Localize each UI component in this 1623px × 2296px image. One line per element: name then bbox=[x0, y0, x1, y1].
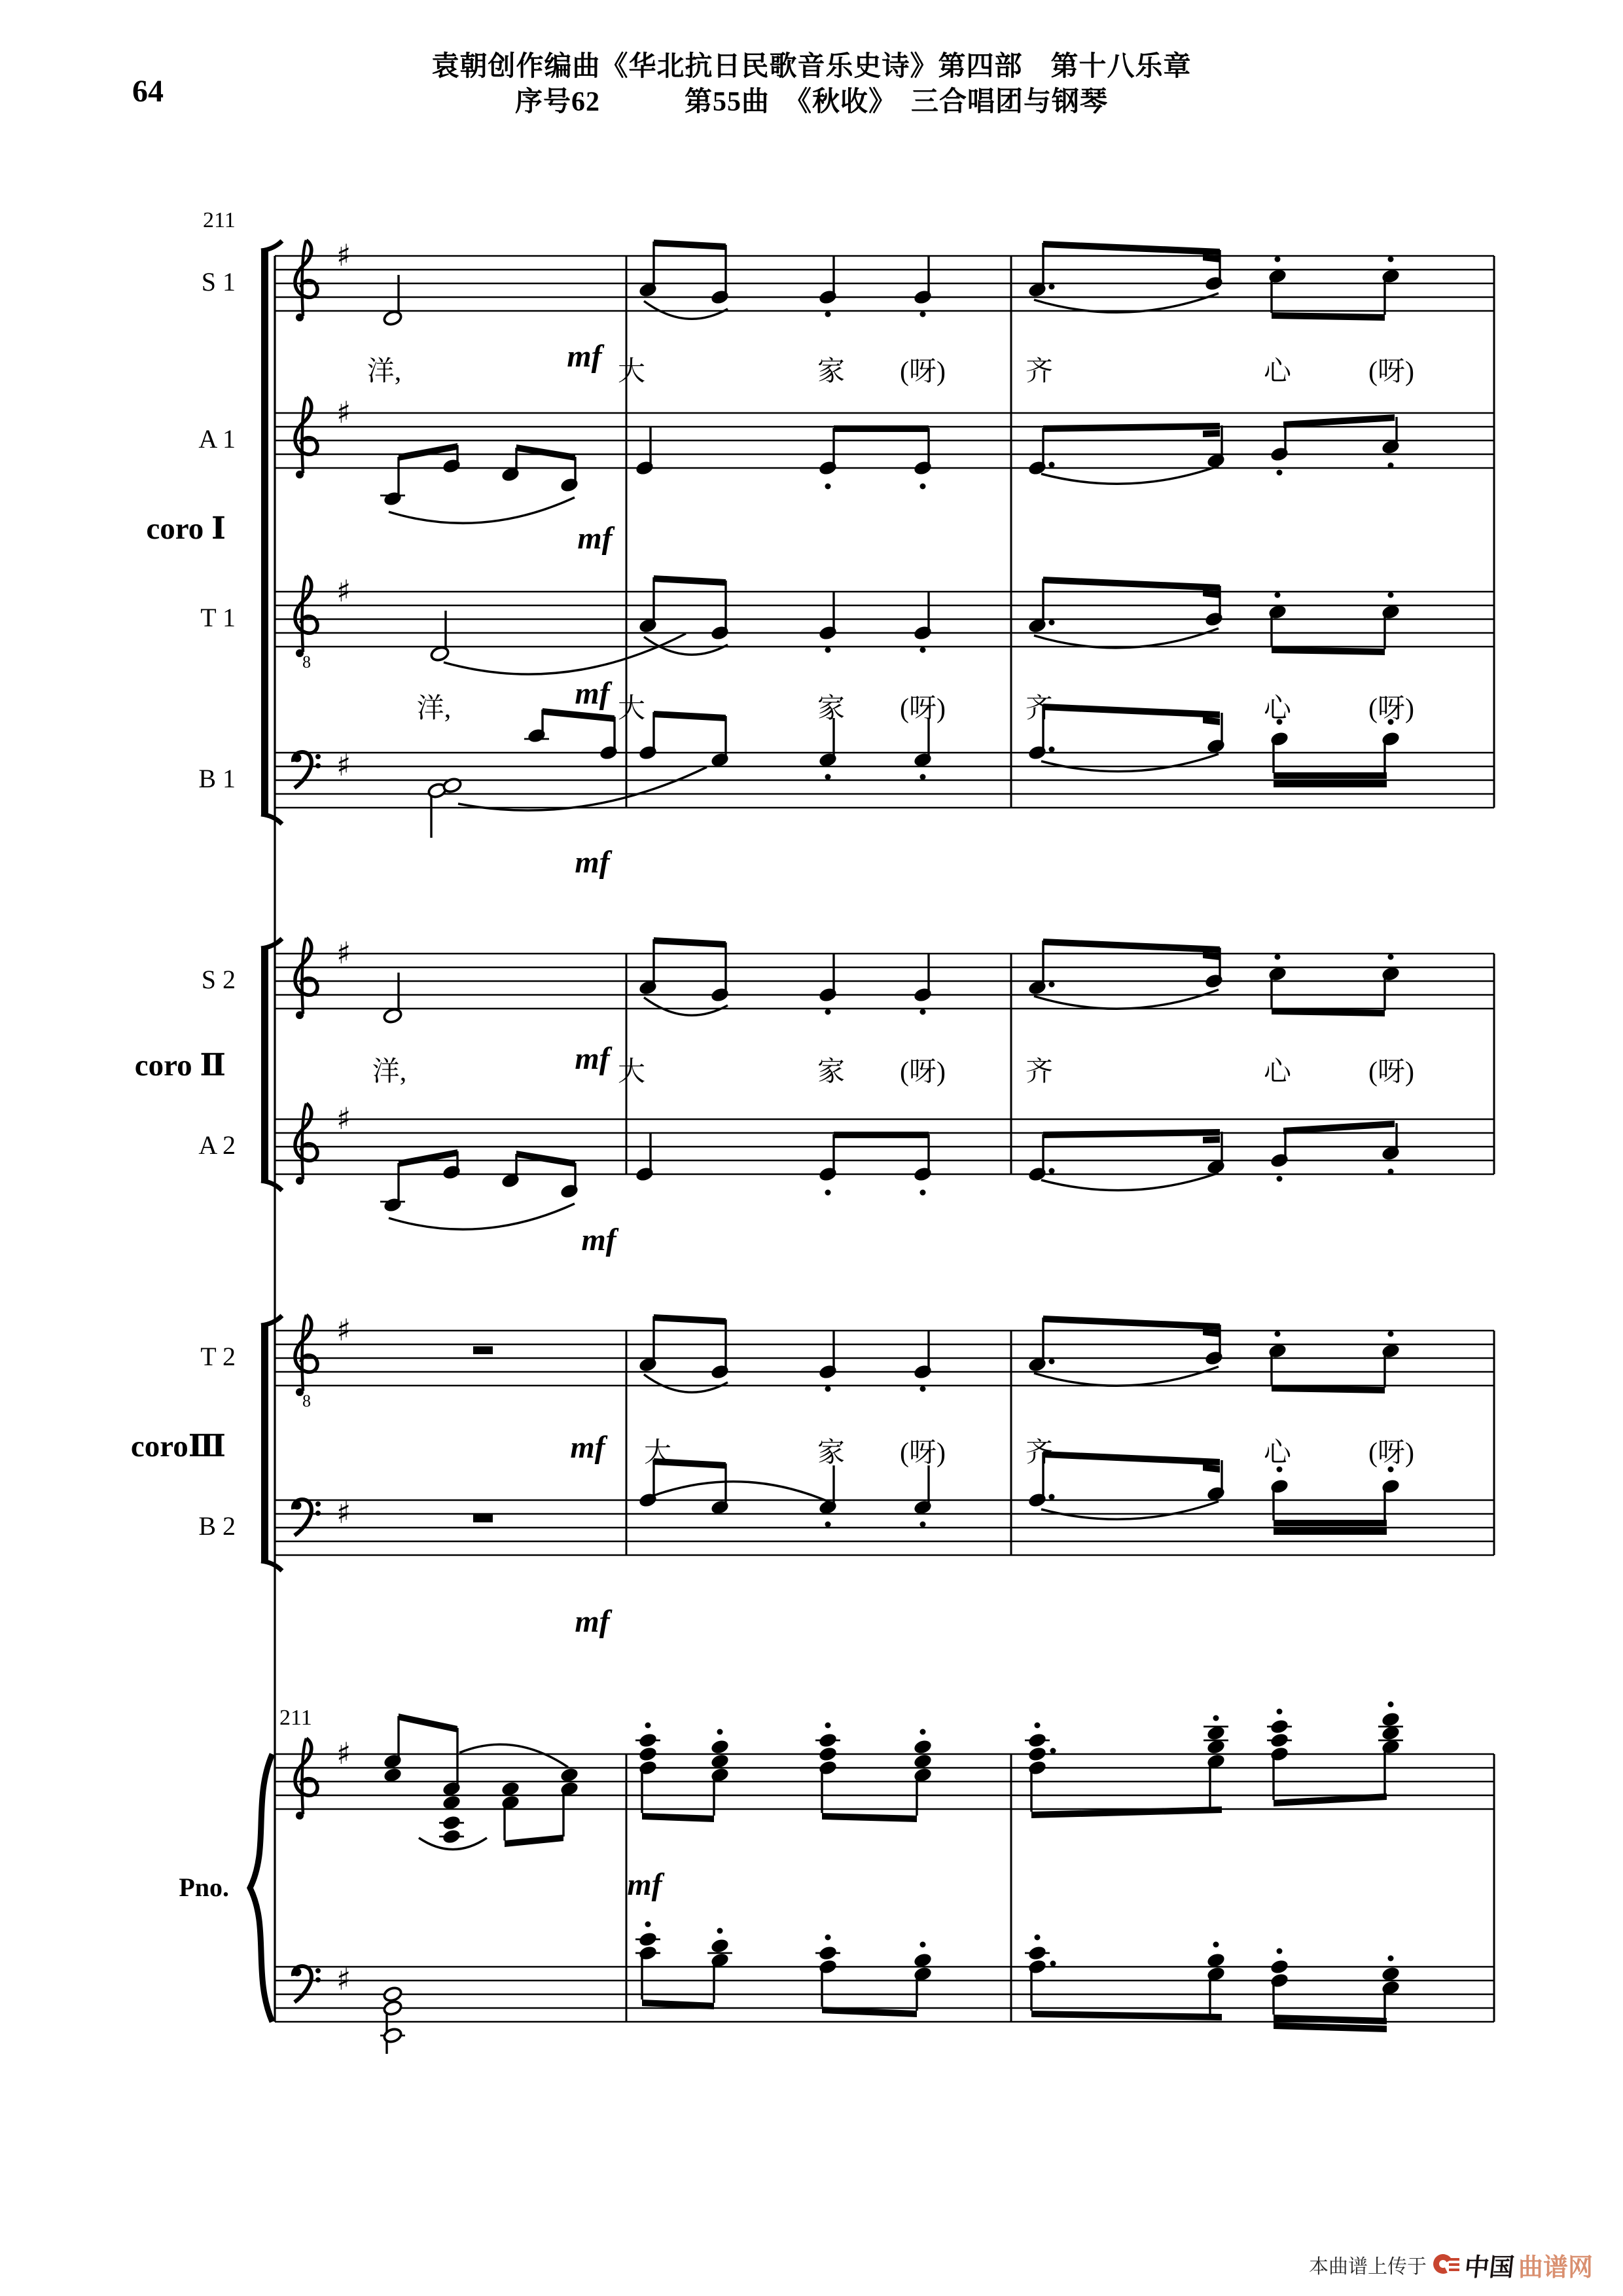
treble-clef-icon bbox=[302, 576, 306, 652]
dynamic-mark-mf: mf bbox=[575, 1604, 610, 1639]
note-head bbox=[818, 289, 838, 306]
note-head bbox=[1270, 1152, 1290, 1169]
note-head bbox=[1027, 1945, 1048, 1962]
dynamic-mark-mf: mf bbox=[567, 339, 602, 374]
dynamic-mark-mf: mf bbox=[581, 1223, 616, 1257]
bracket-curl bbox=[261, 1561, 282, 1571]
treble-clef-icon bbox=[296, 314, 304, 321]
staccato-dot bbox=[920, 484, 926, 490]
staccato-dot bbox=[1388, 1169, 1394, 1175]
note-head bbox=[383, 2000, 403, 2017]
lyric-syllable: 洋, bbox=[372, 1057, 407, 1087]
staccato-dot bbox=[825, 1190, 831, 1196]
staccato-dot bbox=[717, 1928, 723, 1934]
note-head bbox=[710, 986, 730, 1003]
augmentation-dot bbox=[1050, 1961, 1056, 1967]
staccato-dot bbox=[920, 312, 926, 317]
staccato-dot bbox=[645, 1723, 651, 1729]
staccato-dot bbox=[825, 647, 831, 653]
note-head bbox=[1204, 275, 1224, 292]
staccato-dot bbox=[1213, 1942, 1219, 1948]
staccato-dot bbox=[1388, 954, 1394, 960]
note-head bbox=[913, 1363, 933, 1380]
slur bbox=[1034, 1367, 1219, 1386]
beam bbox=[1274, 781, 1387, 787]
staccato-dot bbox=[1213, 1715, 1219, 1721]
dynamic-mark-mf: mf bbox=[570, 1430, 605, 1465]
lyric-syllable: 大 bbox=[617, 357, 645, 387]
beam bbox=[516, 444, 575, 461]
staccato-dot bbox=[825, 774, 831, 780]
note-head bbox=[1270, 1972, 1290, 1989]
bracket-curl bbox=[261, 241, 282, 251]
staccato-dot bbox=[1388, 1956, 1394, 1962]
staccato-dot bbox=[1275, 257, 1281, 262]
note-head bbox=[1027, 1746, 1048, 1763]
slur bbox=[1041, 754, 1219, 772]
lyric-syllable: (呀) bbox=[1368, 357, 1414, 387]
note-head bbox=[430, 645, 450, 662]
slur bbox=[644, 301, 728, 319]
treble-clef-icon bbox=[296, 1177, 304, 1185]
lyric-syllable: (呀) bbox=[1368, 1438, 1414, 1468]
staccato-dot bbox=[1388, 257, 1394, 262]
note-head bbox=[383, 490, 403, 507]
staccato-dot bbox=[1275, 1331, 1281, 1337]
augmentation-dot bbox=[1049, 1494, 1055, 1500]
beam bbox=[1274, 772, 1387, 779]
note-head bbox=[1027, 1759, 1048, 1776]
note-head bbox=[710, 1937, 730, 1954]
key-signature-sharp-icon: ♯ bbox=[336, 935, 351, 971]
bracket-curl bbox=[261, 939, 282, 948]
treble-clef-icon bbox=[296, 471, 304, 478]
bass-clef-icon bbox=[315, 1501, 321, 1507]
note-head bbox=[442, 457, 462, 475]
staccato-dot bbox=[825, 1935, 831, 1941]
key-signature-sharp-icon: ♯ bbox=[336, 1312, 351, 1348]
augmentation-dot bbox=[1049, 1359, 1055, 1365]
beam bbox=[1272, 647, 1385, 655]
staff-label-B1: B 1 bbox=[198, 764, 236, 793]
beam bbox=[1203, 430, 1220, 437]
staccato-dot bbox=[825, 484, 831, 490]
note-head bbox=[1027, 1732, 1048, 1749]
note-head bbox=[1270, 1958, 1290, 1975]
lyric-syllable: (呀) bbox=[900, 1438, 946, 1468]
staff-label-B2: B 2 bbox=[198, 1511, 236, 1541]
lyric-syllable: (呀) bbox=[900, 694, 946, 724]
lyric-syllable: (呀) bbox=[900, 357, 946, 387]
bracket-curl bbox=[261, 1181, 282, 1191]
beam bbox=[834, 425, 929, 432]
watermark bbox=[1309, 2245, 1616, 2284]
logo-staff-line bbox=[1449, 2269, 1459, 2271]
beam bbox=[822, 1813, 917, 1822]
beam bbox=[399, 1149, 457, 1167]
lyric-syllable: 齐 bbox=[1025, 1057, 1053, 1087]
note-head bbox=[1204, 611, 1224, 628]
beam bbox=[834, 1132, 929, 1138]
note-head bbox=[635, 459, 655, 476]
note-head bbox=[383, 2027, 403, 2044]
staccato-dot bbox=[1275, 592, 1281, 598]
note-head bbox=[1204, 973, 1224, 990]
note-head bbox=[818, 1958, 838, 1975]
page-number: 64 bbox=[132, 74, 164, 109]
lyric-syllable: 家 bbox=[817, 1057, 845, 1087]
note-head bbox=[818, 1746, 838, 1763]
piano-brace bbox=[250, 1754, 272, 2022]
note-head bbox=[560, 1183, 580, 1200]
treble-clef-icon bbox=[302, 240, 306, 316]
staccato-dot bbox=[920, 647, 926, 653]
logo-staff-line bbox=[1449, 2258, 1459, 2261]
lyric-syllable: 齐 bbox=[1025, 357, 1053, 387]
key-signature-sharp-icon: ♯ bbox=[336, 747, 351, 783]
note-head bbox=[1270, 1718, 1290, 1735]
lyric-syllable: 心 bbox=[1263, 357, 1291, 387]
group-label: coro Ⅱ bbox=[134, 1049, 226, 1083]
slur bbox=[389, 497, 575, 523]
staccato-dot bbox=[1388, 1702, 1394, 1708]
staccato-dot bbox=[1388, 592, 1394, 598]
bracket-curl bbox=[261, 814, 282, 824]
beam bbox=[1043, 577, 1220, 591]
measure-number: 211 bbox=[203, 208, 236, 232]
staccato-dot bbox=[1275, 954, 1281, 960]
lyric-syllable: 洋, bbox=[416, 694, 452, 724]
note-head bbox=[383, 1196, 403, 1213]
augmentation-dot bbox=[1049, 620, 1055, 626]
augmentation-dot bbox=[1049, 284, 1055, 290]
note-head bbox=[638, 1931, 658, 1948]
key-signature-sharp-icon: ♯ bbox=[336, 1495, 351, 1530]
note-head bbox=[818, 1732, 838, 1749]
note-head bbox=[1027, 744, 1048, 761]
staccato-dot bbox=[1388, 1331, 1394, 1337]
note-head bbox=[442, 1814, 462, 1831]
beam bbox=[1203, 717, 1220, 725]
beam bbox=[1043, 1129, 1220, 1138]
note-head bbox=[710, 289, 730, 306]
staccato-dot bbox=[1388, 463, 1394, 469]
note-head bbox=[1270, 730, 1290, 747]
note-head bbox=[818, 1759, 838, 1776]
dynamic-mark-mf: mf bbox=[627, 1867, 662, 1902]
beam bbox=[399, 1713, 457, 1732]
staff-label-S1: S 1 bbox=[201, 267, 236, 296]
note-head bbox=[638, 1759, 658, 1776]
staccato-dot bbox=[1277, 1709, 1283, 1715]
staccato-dot bbox=[1277, 1948, 1283, 1954]
note-head bbox=[1270, 1746, 1290, 1763]
augmentation-dot bbox=[1049, 462, 1055, 468]
note-head bbox=[1027, 1492, 1048, 1509]
key-signature-sharp-icon: ♯ bbox=[336, 1101, 351, 1136]
key-signature-sharp-icon: ♯ bbox=[336, 573, 351, 609]
beam bbox=[642, 1813, 714, 1822]
lyric-syllable: 家 bbox=[817, 357, 845, 387]
watermark-upload-text: 本曲谱上传于 bbox=[1309, 2256, 1427, 2278]
note-head bbox=[1381, 1711, 1401, 1728]
bass-clef-icon bbox=[315, 1968, 321, 1973]
dynamic-mark-mf: mf bbox=[577, 521, 613, 556]
lyric-syllable: (呀) bbox=[1368, 694, 1414, 724]
lyric-syllable: 家 bbox=[817, 694, 845, 724]
beam bbox=[1043, 241, 1220, 255]
slur bbox=[1034, 990, 1219, 1009]
staccato-dot bbox=[825, 1723, 831, 1729]
staccato-dot bbox=[920, 1386, 926, 1392]
treble-clef-icon bbox=[302, 938, 306, 1014]
music-site-logo-icon bbox=[1433, 2253, 1459, 2276]
note-head bbox=[442, 1828, 462, 1845]
staccato-dot bbox=[717, 1729, 723, 1735]
beam bbox=[654, 575, 726, 586]
note-head bbox=[1204, 1350, 1224, 1367]
beam bbox=[1274, 1520, 1387, 1526]
staccato-dot bbox=[825, 312, 831, 317]
note-head bbox=[710, 624, 730, 641]
note-head bbox=[638, 1945, 658, 1962]
note-head bbox=[1270, 1478, 1290, 1495]
staccato-dot bbox=[825, 1386, 831, 1392]
staccato-dot bbox=[1035, 1935, 1041, 1941]
bass-clef-icon bbox=[315, 1977, 321, 1982]
staff-label-A2: A 2 bbox=[198, 1130, 236, 1160]
lyric-syllable: 大 bbox=[617, 1057, 645, 1087]
half-rest-icon bbox=[473, 1515, 493, 1522]
treble-clef-icon bbox=[302, 397, 306, 473]
dynamic-mark-mf: mf bbox=[575, 676, 610, 711]
staff-label-T1: T 1 bbox=[200, 603, 236, 632]
slur bbox=[1034, 293, 1219, 312]
octave-8-mark: 8 bbox=[302, 653, 311, 672]
half-rest-icon bbox=[473, 1346, 493, 1354]
staccato-dot bbox=[920, 1190, 926, 1196]
note-head bbox=[635, 1166, 655, 1183]
augmentation-dot bbox=[1049, 1168, 1055, 1174]
note-head bbox=[527, 727, 547, 744]
note-head bbox=[710, 1363, 730, 1380]
staccato-dot bbox=[645, 1922, 651, 1928]
note-head bbox=[1270, 446, 1290, 463]
beam bbox=[654, 937, 726, 948]
group-label: coroⅢ bbox=[130, 1429, 226, 1463]
note-head bbox=[599, 744, 619, 761]
staccato-dot bbox=[1035, 1723, 1041, 1729]
bracket-curl bbox=[261, 1316, 282, 1325]
treble-clef-icon bbox=[302, 1738, 306, 1814]
note-head bbox=[818, 459, 838, 476]
slur bbox=[644, 637, 728, 655]
note-head bbox=[913, 1738, 933, 1755]
staff-label-A1: A 1 bbox=[198, 424, 236, 454]
group-bracket bbox=[261, 1325, 268, 1561]
note-head bbox=[913, 289, 933, 306]
note-head bbox=[818, 986, 838, 1003]
key-signature-sharp-icon: ♯ bbox=[336, 1736, 351, 1771]
note-head bbox=[913, 459, 933, 476]
bass-clef-icon bbox=[315, 1511, 321, 1516]
staccato-dot bbox=[825, 1009, 831, 1015]
note-head bbox=[638, 1732, 658, 1749]
lyric-syllable: 心 bbox=[1263, 1438, 1291, 1468]
key-signature-sharp-icon: ♯ bbox=[336, 395, 351, 430]
note-head bbox=[383, 1007, 403, 1024]
note-head bbox=[1270, 1732, 1290, 1749]
treble-clef-icon bbox=[302, 1315, 306, 1391]
lyric-syllable: 大 bbox=[643, 1438, 671, 1468]
note-head bbox=[913, 1166, 933, 1183]
note-head bbox=[913, 986, 933, 1003]
note-head bbox=[818, 1945, 838, 1962]
augmentation-dot bbox=[1049, 747, 1055, 753]
beam bbox=[1203, 1136, 1220, 1143]
augmentation-dot bbox=[1049, 982, 1055, 988]
watermark-site-name-qpw: 曲谱网 bbox=[1518, 2253, 1594, 2282]
staff-label-S2: S 2 bbox=[201, 965, 236, 994]
note-head bbox=[818, 1363, 838, 1380]
note-head bbox=[442, 1164, 462, 1181]
slur bbox=[1041, 1501, 1219, 1519]
dynamic-mark-mf: mf bbox=[575, 1041, 610, 1076]
treble-clef-icon bbox=[302, 1103, 306, 1179]
note-head bbox=[383, 310, 403, 327]
note-head bbox=[710, 1738, 730, 1755]
note-head bbox=[638, 1746, 658, 1763]
augmentation-dot bbox=[1050, 1748, 1056, 1754]
note-head bbox=[818, 624, 838, 641]
group-label: coro Ⅰ bbox=[146, 512, 226, 546]
beam bbox=[1274, 1528, 1387, 1535]
lyric-syllable: 大 bbox=[617, 694, 645, 724]
beam bbox=[516, 1151, 575, 1167]
slur bbox=[459, 1744, 568, 1767]
beam bbox=[1043, 1316, 1220, 1330]
beam bbox=[1031, 2011, 1222, 2020]
watermark-site-name-cn: 中国 bbox=[1463, 2253, 1516, 2282]
beam bbox=[654, 240, 726, 250]
note-head bbox=[913, 624, 933, 641]
logo-staff-line bbox=[1449, 2263, 1459, 2266]
bass-clef-icon bbox=[315, 754, 321, 759]
staccato-dot bbox=[920, 1729, 926, 1735]
beam bbox=[1272, 312, 1385, 321]
lyric-syllable: (呀) bbox=[1368, 1057, 1414, 1087]
lyric-syllable: 齐 bbox=[1025, 1438, 1053, 1468]
staccato-dot bbox=[920, 1522, 926, 1528]
staccato-dot bbox=[920, 1009, 926, 1015]
octave-8-mark: 8 bbox=[302, 1391, 311, 1410]
slur bbox=[1034, 628, 1219, 648]
key-signature-sharp-icon: ♯ bbox=[336, 238, 351, 273]
note-head bbox=[1381, 1478, 1401, 1495]
lyric-syllable: 家 bbox=[817, 1438, 845, 1468]
measure-number: 211 bbox=[279, 1706, 312, 1730]
beam bbox=[505, 1835, 563, 1847]
slur bbox=[1041, 1173, 1219, 1191]
note-head bbox=[383, 1986, 403, 2003]
staccato-dot bbox=[1277, 1176, 1283, 1182]
title-line-2: 序号62 第55曲 《秋收》 三合唱团与钢琴 bbox=[514, 87, 1108, 117]
lyric-syllable: 洋, bbox=[366, 357, 402, 387]
note-head bbox=[1027, 1958, 1048, 1975]
note-head bbox=[1381, 730, 1401, 747]
staccato-dot bbox=[825, 1522, 831, 1528]
lyric-syllable: 齐 bbox=[1025, 694, 1053, 724]
beam bbox=[1043, 423, 1220, 432]
group-bracket bbox=[261, 948, 268, 1181]
note-head bbox=[818, 1166, 838, 1183]
slur bbox=[458, 767, 707, 810]
note-head bbox=[638, 744, 658, 761]
group-label: Pno. bbox=[179, 1873, 229, 1902]
beam bbox=[399, 443, 457, 461]
staccato-dot bbox=[1277, 470, 1283, 476]
group-bracket bbox=[261, 251, 268, 814]
note-head bbox=[560, 476, 580, 493]
staccato-dot bbox=[920, 1942, 926, 1948]
staff-label-T2: T 2 bbox=[200, 1342, 236, 1371]
beam bbox=[1203, 1464, 1220, 1473]
key-signature-sharp-icon: ♯ bbox=[336, 1962, 351, 1997]
bass-clef-icon bbox=[315, 763, 321, 768]
treble-clef-icon bbox=[296, 1011, 304, 1019]
dynamic-mark-mf: mf bbox=[575, 845, 610, 880]
lyric-syllable: (呀) bbox=[900, 1057, 946, 1087]
treble-clef-icon bbox=[296, 1812, 304, 1820]
beam bbox=[654, 1314, 726, 1325]
beam bbox=[1043, 939, 1220, 953]
title-line-1: 袁朝创作编曲《华北抗日民歌音乐史诗》第四部 第十八乐章 bbox=[431, 52, 1192, 82]
slur bbox=[389, 1204, 575, 1229]
lyric-syllable: 心 bbox=[1263, 1057, 1291, 1087]
staccato-dot bbox=[920, 774, 926, 780]
lyric-syllable: 心 bbox=[1263, 694, 1291, 724]
